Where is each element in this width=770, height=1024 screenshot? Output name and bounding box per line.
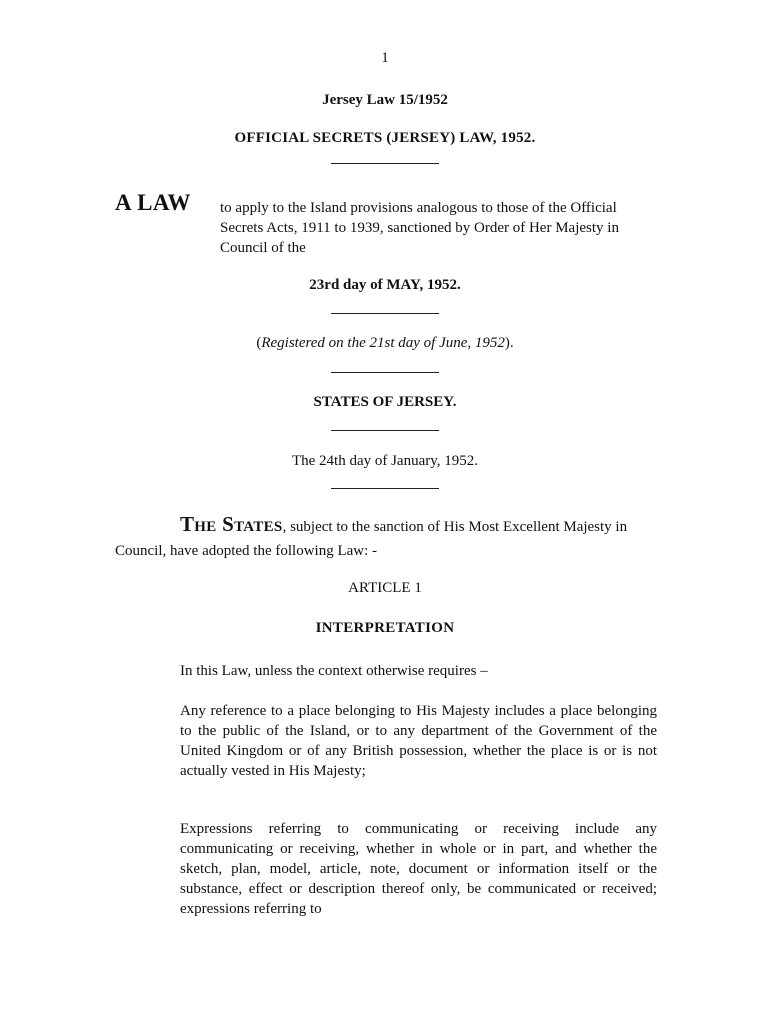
page-number: 1: [381, 50, 389, 66]
separator-rule: [331, 430, 439, 431]
enacting-text: , subject to the sanction of His Most Excellent Majesty in Council, have adopted the following Law: -: [115, 519, 628, 559]
states-name: The States: [180, 512, 283, 536]
registration-note: [0, 335, 770, 352]
registration-text: Registered on the 21st day of June, 1952: [261, 335, 505, 351]
paragraph: Any reference to a place belonging to His Majesty includes a place belonging to the public of the Island, or to any department of the Government of the United Kingdom or of any British possession, whether the place is or is not actually vested in His Majesty;: [180, 703, 657, 779]
article-number: ARTICLE 1: [348, 580, 422, 596]
states-heading: STATES OF JERSEY.: [313, 394, 457, 410]
separator-rule: [331, 372, 439, 373]
separator-rule: [331, 488, 439, 489]
paragraph: In this Law, unless the context otherwise requires –: [180, 663, 488, 679]
law-label: A LAW: [115, 190, 191, 215]
separator-rule: [331, 163, 439, 164]
sanction-date: 23rd day of MAY, 1952.: [309, 277, 461, 293]
law-title: OFFICIAL SECRETS (JERSEY) LAW, 1952.: [234, 130, 536, 146]
registration-close-paren: ).: [504, 335, 514, 351]
separator-rule: [331, 313, 439, 314]
law-number: Jersey Law 15/1952: [322, 92, 448, 108]
preamble-text: to apply to the Island provisions analogous to those of the Official Secrets Acts, 1911 to 1939, sanctioned by Order of Her Majesty in Council of the: [220, 200, 619, 256]
adoption-date: The 24th day of January, 1952.: [291, 453, 479, 469]
enacting-clause: [115, 512, 658, 563]
article-heading: INTERPRETATION: [315, 620, 455, 636]
paragraph: Expressions referring to communicating or receiving include any communicating or receiving, whether in whole or in part, and whether the sketch, plan, model, article, note, document or information itself or the substance, effect or description thereof only, be communicated or received; expressions referring to: [180, 821, 657, 917]
registration-open-paren: (: [256, 335, 262, 351]
